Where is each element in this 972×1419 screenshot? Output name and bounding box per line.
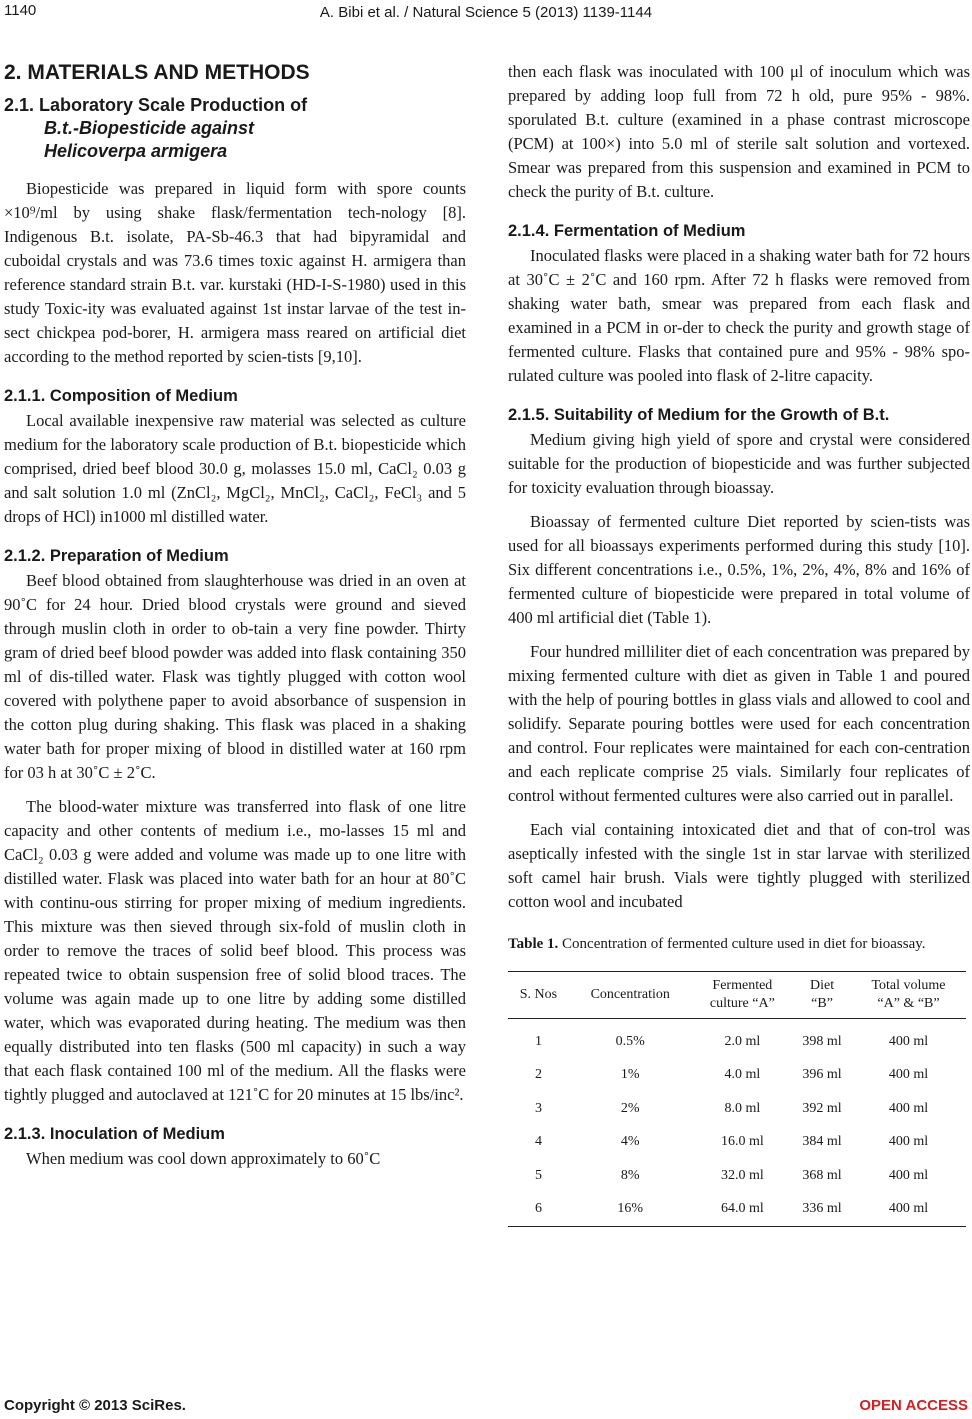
cell-diet: 398 ml xyxy=(802,1033,842,1049)
header-concentration: Concentration xyxy=(569,972,692,1019)
paragraph: Medium giving high yield of spore and crystal were considered suitable for the production of biopesticide and was further subjected for toxicity evaluation through bioassay. xyxy=(508,430,970,497)
cell-concentration: 2% xyxy=(620,1100,640,1116)
paragraph: Inoculated flasks were placed in a shaking water bath for 72 hours at 30˚C ± 2˚C and 160 rpm. After 72 h flasks were removed from shaking water bath, smear was prepared from each flask and examined in a PCM in or-der to check the purity and growth stage of fermented culture. Flasks that contained pure and 95% - 98% spo-rulated culture was pooled into flask of 2-litre capacity. xyxy=(508,246,970,385)
table-caption-label: Table 1. xyxy=(508,936,559,952)
subsection-heading xyxy=(4,94,466,163)
paragraph: Local available inexpensive raw material was selected as culture medium for the laboratory scale production of B.t. biopesticide which comprised, dried beef blood 30.0 g, molasses 15.0 ml, CaCl₂ 0.03 g and salt solution 1.0 ml (ZnCl₂, MgCl₂, MnCl₂, CaCl₂, FeCl₃ and 5 drops of HCl) in1000 ml distilled water. xyxy=(4,411,466,526)
paragraph: Four hundred milliliter diet of each concentration was prepared by mixing fermented culture with diet as given in Table 1 and poured with the help of pouring bottles in glass vials and allowed to cool and solidify. Separate pouring bottles were used for each concentration and control. Four replicates were maintained for each con-centration and each replicate comprise 25 vials. Similarly four replicates of control without fermented cultures were also carried out in parallel. xyxy=(508,642,970,805)
cell-diet: 368 ml xyxy=(802,1167,842,1183)
cell-concentration: 0.5% xyxy=(615,1033,645,1049)
table-row xyxy=(508,1193,966,1227)
section-heading: 2. MATERIALS AND METHODS xyxy=(4,61,310,84)
cell-sno: 5 xyxy=(534,1167,542,1183)
cell-fermented: 8.0 ml xyxy=(724,1100,761,1116)
cell-total: 400 ml xyxy=(888,1100,929,1116)
table-caption xyxy=(508,934,970,955)
subsection-heading-line-3: Helicoverpa armigera xyxy=(44,141,228,161)
heading-2-1-1: 2.1.1. Composition of Medium xyxy=(4,387,238,405)
subsection-heading-line-1: 2.1. Laboratory Scale Production of xyxy=(4,95,308,115)
page-number: 1140 xyxy=(4,2,37,19)
cell-diet: 384 ml xyxy=(802,1134,842,1150)
cell-total: 400 ml xyxy=(888,1067,929,1083)
cell-fermented: 64.0 ml xyxy=(692,1193,794,1227)
header-total-volume: Total volume “A” & “B” xyxy=(851,972,966,1019)
cell-concentration: 4% xyxy=(620,1134,640,1150)
cell-concentration: 16% xyxy=(569,1193,692,1227)
cell-fermented: 4.0 ml xyxy=(724,1067,761,1083)
header-sno: S. Nos xyxy=(508,972,569,1019)
table-row xyxy=(508,1126,966,1160)
table-row xyxy=(508,1092,966,1126)
left-column xyxy=(4,60,466,1171)
table-caption-text: Concentration of fermented culture used in diet for bioassay. xyxy=(562,936,926,952)
heading-2-1-2: 2.1.2. Preparation of Medium xyxy=(4,547,229,565)
cell-sno: 3 xyxy=(534,1100,542,1116)
paragraph: Beef blood obtained from slaughterhouse was dried in an oven at 90˚C for 24 hour. Dried blood crystals were ground and sieved through muslin cloth in order to ob-tain a very fine powder. Thirty gram of dried beef blood powder was added into flask containing 350 ml of dis-tilled water. Flask was tightly plugged with cotton wool covered with polythene paper to avoid absorbance of suspension in the cotton plug during shaking. This flask was placed in a shaking water bath for proper mixing of blood in distilled water at 160 rpm for 03 h at 30˚C ± 2˚C. xyxy=(4,571,466,782)
heading-2-1-3: 2.1.3. Inoculation of Medium xyxy=(4,1125,225,1143)
paragraph: Bioassay of fermented culture Diet reported by scien-tists was used for all bioassays experiments performed during this study [10]. Six different concentrations i.e., 0.5%, 1%, 2%, 4%, 8% and 16% of fermented culture of biopesticide were prepared in total volume of 400 ml artificial diet (Table 1). xyxy=(508,512,970,627)
cell-sno: 2 xyxy=(534,1067,542,1083)
cell-fermented: 32.0 ml xyxy=(720,1167,764,1183)
heading-2-1-5: 2.1.5. Suitability of Medium for the Growth of B.t. xyxy=(508,406,890,424)
page-header xyxy=(0,0,972,30)
heading-2-1-4: 2.1.4. Fermentation of Medium xyxy=(508,222,746,240)
paragraph: The blood-water mixture was transferred into flask of one litre capacity and other contents of medium i.e., mo-lasses 15 ml and CaCl₂ 0.03 g were added and volume was made up to one litre with distilled water. Flask was placed into water bath for an hour at 80˚C with continu-ous stirring for proper mixing of medium ingredients. This mixture was then sieved through six-fold of muslin cloth in order to remove the traces of solid beef blood. This process was repeated twice to obtain suspension free of solid blood traces. The volume was again made up to one litre by adding some distilled water, which was evaporated during heating. The medium was then equally distributed into ten flasks (500 ml capacity) in such a way that each flask contained 100 ml of the medium. All the flasks were tightly plugged and autoclaved at 121˚C for 20 minutes at 15 lbs/inc². xyxy=(4,797,466,1104)
paragraph-continued: then each flask was inoculated with 100 μl of inoculum which was prepared by adding loop full from 72 h old, pure 95% - 98%. sporulated B.t. culture (examined in a phase contrast microscope (PCM) at 100×) into 5.0 ml of sterile salt solution and vortexed. Smear was prepared from this suspension and examined in PCM to check the purity of B.t. culture. xyxy=(508,62,970,201)
table-row xyxy=(508,1059,966,1093)
page-footer xyxy=(0,1397,972,1419)
paragraph: Each vial containing intoxicated diet and that of con-trol was aseptically infested with the single 1st in star larvae with sterilized soft camel hair brush. Vials were tightly plugged with sterilized cotton wool and incubated xyxy=(508,820,970,911)
paragraph: Biopesticide was prepared in liquid form with spore counts ×10⁹/ml by using shake flask/fermentation tech-nology [8]. Indigenous B.t. isolate, PA-Sb-46.3 that had bipyramidal and cuboidal crystals and was 73.6 times toxic against H. armigera than reference standard strain B.t. var. kurstaki (HD-I-S-1980) used in this study Toxic-ity was evaluated against 1st instar larvae of the test in-sect chickpea pod-borer, H. armigera mass reared on artificial diet according to the method reported by scien-tists [9,10]. xyxy=(4,179,466,366)
table-header-row xyxy=(508,972,966,1019)
cell-fermented: 2.0 ml xyxy=(724,1033,761,1049)
cell-total: 400 ml xyxy=(888,1167,929,1183)
paragraph: When medium was cool down approximately to 60˚C xyxy=(26,1149,381,1168)
cell-concentration: 8% xyxy=(620,1167,640,1183)
subsection-heading-line-2: B.t.-Biopesticide against xyxy=(44,118,255,138)
cell-diet: 396 ml xyxy=(802,1067,842,1083)
header-diet: Diet “B” xyxy=(793,972,851,1019)
cell-sno: 6 xyxy=(508,1193,569,1227)
concentration-table xyxy=(508,971,966,1227)
cell-sno: 4 xyxy=(534,1134,542,1150)
cell-total: 400 ml xyxy=(888,1134,929,1150)
table-row xyxy=(508,1159,966,1193)
cell-fermented: 16.0 ml xyxy=(720,1134,764,1150)
table-row xyxy=(508,1019,966,1059)
header-fermented-culture: Fermented culture “A” xyxy=(692,972,794,1019)
cell-total: 400 ml xyxy=(851,1193,966,1227)
copyright-notice: Copyright © 2013 SciRes. xyxy=(4,1397,186,1414)
cell-sno: 1 xyxy=(534,1033,542,1049)
running-head: A. Bibi et al. / Natural Science 5 (2013) 1139-1144 xyxy=(319,4,653,21)
cell-diet: 392 ml xyxy=(802,1100,842,1116)
cell-total: 400 ml xyxy=(888,1033,929,1049)
cell-diet: 336 ml xyxy=(793,1193,851,1227)
right-column xyxy=(508,60,970,1227)
cell-concentration: 1% xyxy=(620,1067,640,1083)
open-access-badge: OPEN ACCESS xyxy=(859,1397,968,1414)
